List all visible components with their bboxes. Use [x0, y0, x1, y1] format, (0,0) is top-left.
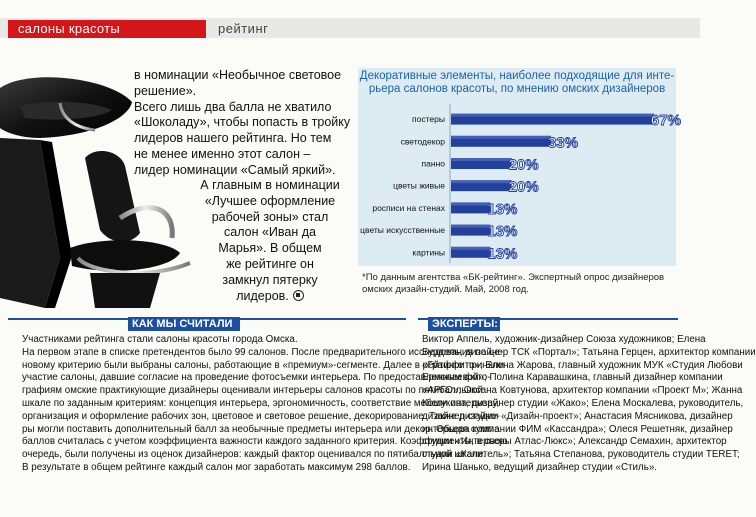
text-line: На первом этапе в списке претендентов было 99 салонов. После предварительного исследования по це-	[22, 346, 504, 358]
intro-line: Марья». В общем	[218, 241, 322, 256]
bar-highlight	[451, 180, 512, 183]
text-line: «Граффито»; Елена Жарова, главный художник МУК «Студия Любови	[422, 359, 743, 371]
end-of-article-icon	[293, 290, 304, 301]
experts-text	[422, 334, 756, 475]
intro-paragraph-3	[185, 178, 355, 304]
value-label: 13%	[487, 223, 518, 241]
text-line: участие салоны, давшие согласие на проведение фотосъемки интерьера. По предоставленным фото-	[22, 372, 491, 384]
source-line: *По данным агентства «БК-рейтинг». Экспертный опрос дизайнеров	[362, 272, 665, 283]
text-line: Ирина Шанько, ведущий дизайнер студии «Стиль».	[422, 461, 658, 473]
text-line: шкале по заданным критериям: концепция интерьера, эргономичность, соответствие мебели интерьеру,	[22, 397, 500, 409]
intro-line: не менее именно этот салон –	[134, 146, 311, 161]
value-label: 13%	[487, 200, 518, 218]
intro-line: лидеров.	[236, 288, 289, 303]
text-line: Виктор Аппель, художник-дизайнер Союза художников; Елена	[422, 334, 706, 345]
category-label: панно	[421, 158, 445, 169]
intro-line: в номинации «Необычное световое	[134, 68, 342, 82]
bar-highlight	[451, 136, 551, 139]
intro-paragraph-1	[134, 68, 350, 131]
category-label: цветы искусственные	[360, 225, 445, 236]
bar-highlight	[451, 225, 490, 228]
bar-highlight	[451, 158, 512, 161]
intro-line: Всего лишь два балла не хватило	[134, 99, 332, 114]
section-title: салоны красоты	[8, 20, 206, 38]
category-label: постеры	[412, 114, 445, 125]
text-line: «АРГО»; Оксана Ковтунова, архитектор компании «Проект М»; Жанна	[422, 385, 743, 397]
text-line: дизайнер студии «Дизайн-проект»; Анастасия Мясникова, дизайнер	[422, 410, 733, 422]
text-line: Бурдель, дизайнер ТСК «Портал»; Татьяна Герцен, архитектор компании	[422, 346, 756, 358]
bar-highlight	[451, 202, 490, 205]
value-label: 20%	[508, 156, 539, 174]
bar-chart	[358, 68, 681, 266]
source-line: омских дизайн-студий. Май, 2008 год.	[362, 284, 529, 295]
text-line: графиям омские практикующие дизайнеры оценивали интерьеры салонов красоты по пятибалльной	[22, 385, 483, 397]
bar-highlight	[451, 114, 654, 117]
intro-line: лидер номинации «Самый яркий».	[134, 162, 336, 177]
text-line: интерьера компании ФИМ «Кассандра»; Олеся Решетняк, дизайнер	[422, 423, 733, 435]
text-line: Кошукова, дизайнер студии «Жако»; Елена Москалева, руководитель,	[422, 397, 744, 409]
text-line: Ермолаевой»; Полина Каравашкина, главный дизайнер компании	[422, 372, 723, 384]
intro-line: «Лучшее оформление	[204, 193, 336, 208]
category-label: цветы живые	[393, 180, 445, 191]
rubric-title: рейтинг	[218, 21, 269, 36]
text-line: очередь, были получены из оценок дизайнеров: каждый фактор оценивался по пятибалльной шкале.	[22, 449, 487, 461]
chart-source-note	[362, 272, 664, 296]
intro-line: салон «Иван да	[224, 225, 316, 240]
text-line: студии «Интерьеры Атлас-Люкс»; Александр Семахин, архитектор	[422, 436, 727, 448]
text-line: баллов считалась с учетом коэффициента важности каждого заданного критерия. Коэффициенты, в свою	[22, 436, 508, 448]
category-label: картины	[412, 247, 445, 258]
value-label: 20%	[508, 178, 539, 196]
method-heading: КАК МЫ СЧИТАЛИ	[128, 317, 240, 331]
value-label: 67%	[650, 112, 681, 130]
intro-paragraph-2	[134, 131, 336, 178]
text-line: В результате в общем рейтинге каждый салон мог заработать максимум 298 баллов.	[22, 461, 411, 473]
category-label: росписи на стенах	[372, 202, 445, 213]
category-label: светодекор	[400, 136, 445, 147]
value-label: 13%	[487, 245, 518, 263]
text-line: организация и оформление рабочих зон, цветовое и световое решение, декорирование. Также дизайне-	[22, 410, 500, 422]
chart-title-line: рьера салонов красоты, по мнению омских дизайнеров	[368, 83, 666, 95]
intro-line: замкнул пятерку	[222, 272, 318, 287]
intro-line: же рейтинге он	[226, 256, 314, 271]
text-line: студии «Капитель»; Татьяна Степанова, руководитель студии TERET;	[422, 449, 740, 461]
intro-line: «Шоколаду», чтобы попасть в тройку	[134, 115, 351, 130]
text-line: ры могли поставить дополнительный балл за необычные предметы интерьера или декор. Общая сумма	[22, 423, 500, 435]
intro-line: рабочей зоны» стал	[211, 209, 329, 224]
chart-title-line: Декоративные элементы, наиболее подходящие для инте-	[359, 70, 675, 82]
intro-line: решение».	[134, 83, 197, 98]
value-label: 33%	[547, 134, 578, 152]
text-line: Участниками рейтинга стали салоны красоты города Омска.	[22, 334, 298, 345]
bar-highlight	[451, 247, 490, 250]
text-line: новому критерию были выбраны салоны, работающие в «премиум»-сегменте. Далее в рейтинге приняли	[22, 359, 505, 371]
intro-line: лидеров нашего рейтинга. Но тем	[134, 131, 332, 145]
experts-heading: ЭКСПЕРТЫ:	[428, 317, 500, 331]
intro-line: А главным в номинации	[200, 178, 340, 192]
